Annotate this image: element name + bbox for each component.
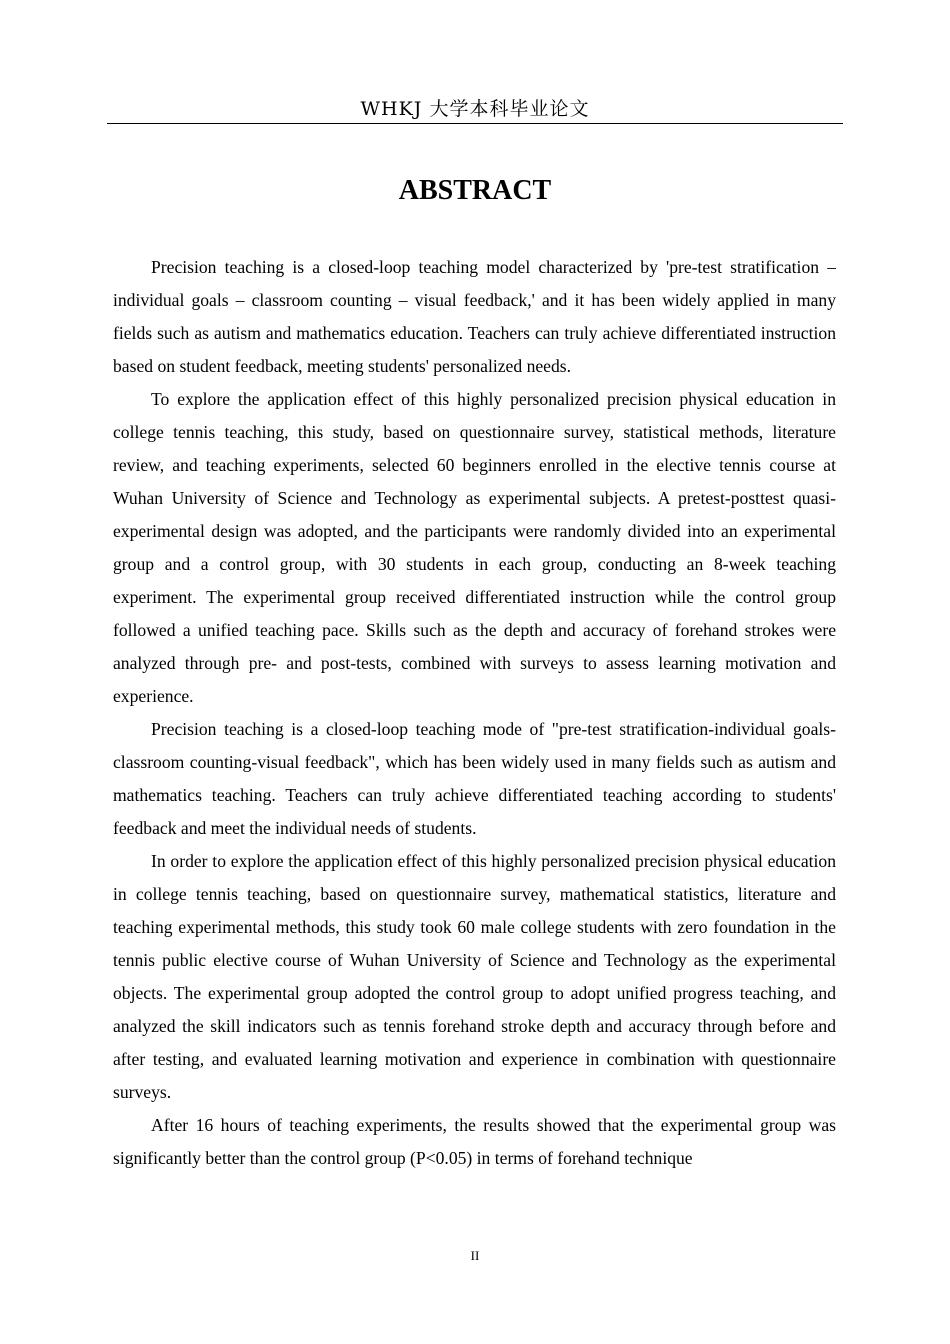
abstract-paragraph-3: Precision teaching is a closed-loop teaching mode of "pre-test stratification-individual goals-classroom counting-visual feedback", which has been widely used in many fields such as autism and mathematics teaching. Teachers can truly achieve differentiated teaching according to students' feedback and meet the individual needs of students.: [113, 719, 836, 838]
abstract-paragraph-2: To explore the application effect of this highly personalized precision physical education in college tennis teaching, this study, based on questionnaire survey, statistical methods, literature review, and teaching experiments, selected 60 beginners enrolled in the elective tennis course at Wuhan University of Science and Technology as experimental subjects. A pretest-posttest quasi-experimental design was adopted, and the participants were randomly divided into an experimental group and a control group, with 30 students in each group, conducting an 8-week teaching experiment. The experimental group received differentiated instruction while the control group followed a unified teaching pace. Skills such as the depth and accuracy of forehand strokes were analyzed through pre- and post-tests, combined with surveys to assess learning motivation and experience.: [113, 389, 836, 706]
abstract-body: [113, 251, 836, 1216]
abstract-paragraph-1: Precision teaching is a closed-loop teaching model characterized by 'pre-test stratification – individual goals – classroom counting – visual feedback,' and it has been widely applied in many fields such as autism and mathematics education. Teachers can truly achieve differentiated instruction based on student feedback, meeting students' personalized needs.: [113, 257, 836, 376]
header-rule: [107, 123, 843, 124]
running-header: WHKJ 大学本科毕业论文: [360, 98, 590, 120]
abstract-paragraph-4: In order to explore the application effect of this highly personalized precision physical education in college tennis teaching, based on questionnaire survey, mathematical statistics, literature and teaching experimental methods, this study took 60 male college students with zero foundation in the tennis public elective course of Wuhan University of Science and Technology as the experimental objects. The experimental group adopted the control group to adopt unified progress teaching, and analyzed the skill indicators such as tennis forehand stroke depth and accuracy through before and after testing, and evaluated learning motivation and experience in combination with questionnaire surveys.: [113, 851, 836, 1102]
abstract-paragraph-5: After 16 hours of teaching experiments, the results showed that the experimental group was significantly better than the control group (P<0.05) in terms of forehand technique: [113, 1115, 836, 1168]
abstract-title: ABSTRACT: [398, 175, 552, 206]
page-number: II: [470, 1248, 480, 1263]
